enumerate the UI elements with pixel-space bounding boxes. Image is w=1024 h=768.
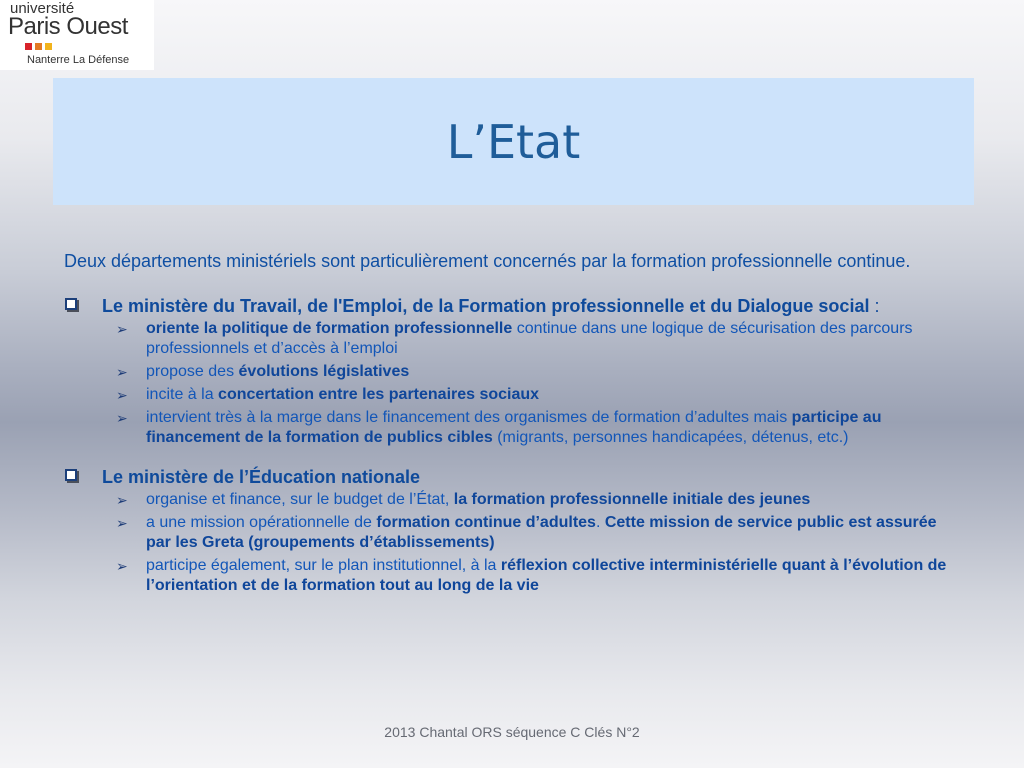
arrowhead-bullet-icon: ➢ [116,321,128,337]
bullet-list [64,319,964,448]
item-text: organise et finance, sur le budget de l’État, [146,491,454,508]
section-ministere-travail [64,295,964,448]
item-text: continue dans une logique de sécurisation des parcours professionnels et d’accès à l’emploi [146,320,913,357]
item-text: . [595,514,605,531]
section-heading-suffix: : [869,296,880,316]
arrowhead-bullet-icon: ➢ [116,410,128,426]
item-text: a une mission opérationnelle de [146,514,377,531]
list-item [116,556,964,596]
slide-title: L’Etat [446,114,581,169]
item-text: (migrants, personnes handicapées, détenus, etc.) [492,429,849,446]
item-bold-text: formation continue d’adultes [376,514,596,531]
logo-line-paris-ouest: Paris Ouest [8,13,128,40]
bullet-list [64,490,964,596]
list-item [116,513,964,553]
list-item [116,408,964,448]
list-item [116,319,964,359]
logo-dot-red [25,43,32,50]
section-ministere-education [64,466,964,596]
university-logo [0,0,154,70]
slide-footer: 2013 Chantal ORS séquence C Clés N°2 [384,724,640,740]
logo-dots [25,43,52,50]
section-heading-text: Le ministère de l’Éducation nationale [102,467,421,487]
arrowhead-bullet-icon: ➢ [116,515,128,531]
item-bold-text: Cette mission de service public est assurée par les Greta (groupements d’établissements) [146,514,937,551]
checkbox-bullet-icon [65,469,77,481]
item-text: incite à la [146,386,219,403]
slide-content [64,250,964,614]
list-item [116,385,964,405]
logo-dot-orange [35,43,42,50]
logo-line-nanterre: Nanterre La Défense [27,54,130,66]
item-bold-text: réflexion collective interministérielle quant à l’évolution de l’orientation et de la formation tout au long de la vie [146,557,947,594]
item-bold-text: concertation entre les partenaires sociaux [218,386,540,403]
section-heading [64,295,964,317]
list-item [116,490,964,510]
title-banner [53,78,974,205]
item-text: participe également, sur le plan institutionnel, à la [146,557,501,574]
section-heading [64,466,964,488]
list-item [116,362,964,382]
item-bold-text: évolutions législatives [238,363,410,380]
checkbox-bullet-icon [65,298,77,310]
intro-text: Deux départements ministériels sont particulièrement concernés par la formation professionnelle continue. [64,251,911,271]
arrowhead-bullet-icon: ➢ [116,492,128,508]
item-bold-text: participe au financement de la formation de publics cibles [146,409,882,446]
item-bold-text: oriente la politique de formation professionnelle [146,320,513,337]
item-bold-text: la formation professionnelle initiale des jeunes [453,491,811,508]
item-text: intervient très à la marge dans le financement des organismes de formation d’adultes mais [146,409,792,426]
arrowhead-bullet-icon: ➢ [116,364,128,380]
item-text: propose des [146,363,239,380]
arrowhead-bullet-icon: ➢ [116,558,128,574]
logo-dot-yellow [45,43,52,50]
logo-line-universite: université [10,0,75,17]
arrowhead-bullet-icon: ➢ [116,387,128,403]
section-heading-text: Le ministère du Travail, de l'Emploi, de la Formation professionnelle et du Dialogue social [102,296,870,316]
